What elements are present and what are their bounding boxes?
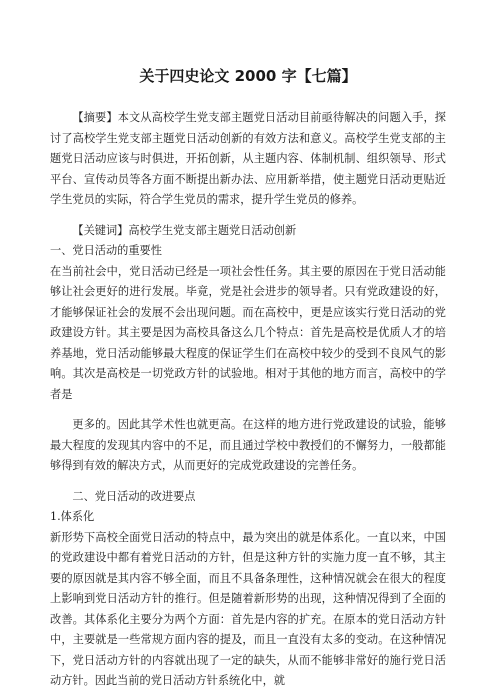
- document-title: 关于四史论文 2000 字【七篇】: [139, 67, 357, 85]
- body-paragraph: 新形势下高校全面党日活动的特点中，最为突出的就是体系化。一直以来，中国的党政建设中都有着党日活动的方针，但是这种方针的实施力度一直不够，其主要的原因就是其内容不够全面，而且不具备条理性，这种情况就会在很大的程度上影响到党日活动方针的推行。但是随着新形势的出现，这种情况得到了全面的改善。其体系化主要分为两个方面：首先是内容的扩充。在原本的党日活动方针中，主要就是一些常规方面内容的提及，而且一直没有太多的变动。在这种情况下，党日活动方针的内容就出现了一定的缺失，从而不能够非常好的施行党日活动方针。因此当前的党日活动方针系统化中，就: [50, 530, 446, 687]
- keywords-line: 【关键词】高校学生党支部主题党日活动创新: [72, 223, 297, 237]
- subsection-heading: 1.体系化: [50, 510, 95, 523]
- body-paragraph: 在当前社会中，党日活动已经是一项社会性任务。其主要的原因在于党日活动能够让社会更好的进行发展。毕竟，党是社会进步的领导者。只有党政建设的好，才能够保证社会的发展不会出现问题。而在高校中，更是应该实行党日活动的党政建设方针。其主要是因为高校具备这么几个特点：首先是高校是优质人才的培养基地，党日活动能够最大程度的保证学生们在高校中较少的受到不良风气的影响。其次是高校是一切党政方针的试验地。相对于其他的地方而言，高校中的学者是: [50, 264, 446, 401]
- abstract-paragraph: 【摘要】本文从高校学生党支部主题党日活动目前亟待解决的问题入手，探讨了高校学生党支部主题党日活动创新的有效方法和意义。高校学生党支部的主题党日活动应该与时俱进，开拓创新，从主题内容、体制机制、组织领导、形式平台、宣传动员等各方面不断提出新办法、应用新举措，使主题党日活动更贴近学生党员的实际，符合学生党员的需求，提升学生党员的修养。: [50, 111, 446, 206]
- body-paragraph: 更多的。因此其学术性也就更高。在这样的地方进行党政建设的试验，能够最大程度的发现其内容中的不足，而且通过学校中教授们的不懈努力，一般都能够得到有效的解决方式，从而更好的完成党政建设的完善任务。: [50, 418, 446, 472]
- section-heading: 二、党日活动的改进要点: [72, 489, 196, 503]
- section-heading: 一、党日活动的重要性: [50, 244, 162, 257]
